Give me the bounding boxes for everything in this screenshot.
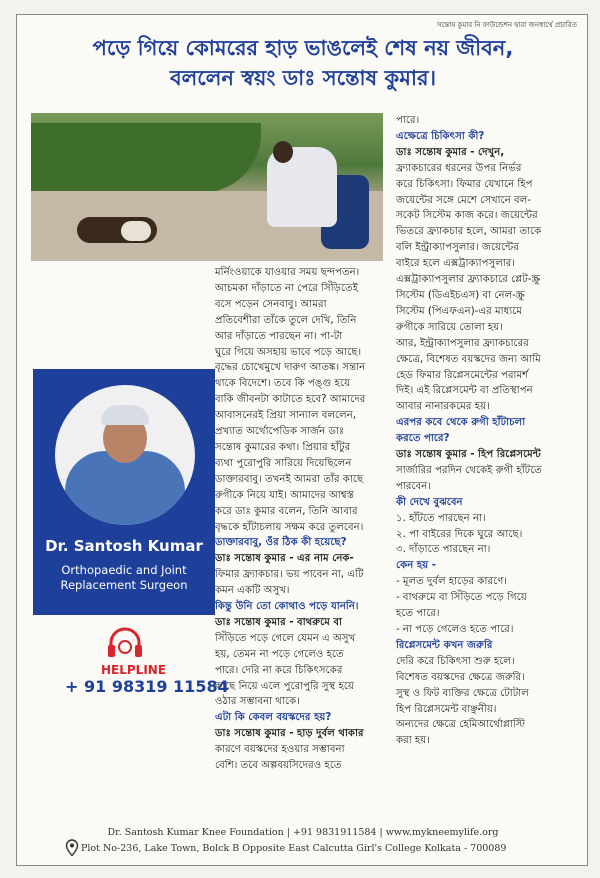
text-line: সকেট সিস্টেম কাজ করে। জয়েন্টের	[396, 210, 538, 222]
doctor-title-line-2: Replacement Surgeon	[60, 578, 188, 592]
text-line: সন্তোষ কুমারের কথা। প্রিয়ার হাঁটুর	[215, 441, 351, 453]
photo-dog-patch	[121, 221, 151, 241]
text-line: কমন একটি অসুখ।	[215, 585, 290, 597]
text-line: - মূলত দুর্বল হাড়ের কারণে।	[396, 576, 507, 588]
text-line: মর্নিংওয়াকে যাওয়ার সময় ছন্দপতন।	[215, 267, 360, 278]
headline-line-2: বললেন স্বয়ং ডাঃ সন্তোষ কুমার।	[169, 66, 437, 90]
doctor-name: Dr. Santosh Kumar	[45, 537, 203, 555]
text-line: আবার নানারকমের হয়।	[396, 401, 490, 413]
text-line: বেশি। তবে অল্পবয়সিদেরও হতে	[215, 760, 342, 772]
text-line: অন্যদের ক্ষেত্রে হেমিআর্থোপ্লাস্টি	[396, 719, 526, 731]
article-photo	[31, 113, 383, 261]
text-line: বাইরে হলে এক্সট্রাক্যাপসুলার।	[396, 258, 516, 270]
helpline-phone: + 91 98319 11584	[65, 677, 229, 696]
middle-column-text	[215, 265, 389, 535]
text-line: ডাঃ সন্তোষ কুমার - বাথরুমে বা	[215, 616, 343, 628]
text-line: ডাঃ সন্তোষ কুমার - হাড় দুর্বল থাকার	[215, 728, 364, 740]
text-line: ১. হাঁটতে পারছেন না।	[396, 512, 486, 524]
footer-contact: Dr. Santosh Kumar Knee Foundation | +91 9831911584 | www.mykneemylife.org	[107, 827, 499, 838]
text-line: আর, ইন্ট্রাক্যাপসুলার ফ্র্যাকচারের	[396, 337, 529, 349]
text-line: করতে পারে?	[396, 433, 450, 445]
text-line: রুগীকে সারিয়ে তোলা হয়।	[396, 321, 503, 333]
text-line: সিঁড়িতে পড়ে গেলে যেমন এ অসুখ	[215, 632, 356, 644]
newspaper-page	[16, 14, 588, 866]
text-line: করে চিকিৎসা। ফিমার যেখানে হিপ	[396, 178, 533, 190]
text-line: ডাক্তারবাবু, ওঁর ঠিক কী হয়েছে?	[215, 537, 347, 549]
doctor-panel	[33, 369, 215, 615]
lower-column-text	[215, 535, 389, 774]
text-line: ডাক্তারবাবু। তখনই আমরা তাঁর কাছে	[215, 473, 364, 485]
text-line: হিপ রিপ্লেসমেন্ট বাঞ্ছনীয়।	[396, 703, 497, 715]
text-line: থাকে বিদেশে। তবে কি পঙ্গু হয়ে	[215, 378, 351, 390]
text-line: করা হয়।	[396, 735, 430, 747]
doctor-portrait	[55, 385, 195, 525]
tagline: সন্তোষ কুমার নি ফাউন্ডেশন দ্বারা জনস্বার্থে প্রচারিত	[437, 21, 577, 29]
text-line: সিস্টেম (পিএফএন)-এর মাধ্যমে	[396, 305, 522, 317]
text-line: বাকি জীবনটা কাটাতে হবে? আমাদের	[215, 394, 366, 406]
headset-icon	[105, 627, 145, 661]
text-line: ডাঃ সন্তোষ কুমার - হিপ রিপ্লেসমেন্ট	[396, 449, 541, 461]
text-line: ২. পা বাইরের দিকে ঘুরে আছে।	[396, 528, 523, 540]
text-line: বিশেষত বয়স্কদের ক্ষেত্রে জরুরি।	[396, 671, 525, 683]
text-line: আচমকা দাঁড়াতে না পেরে সিঁড়িতেই	[215, 282, 358, 294]
text-line: কী দেখে বুঝবেন	[396, 496, 463, 508]
text-line: দেরি করে চিকিৎসা শুরু হলে।	[396, 655, 515, 667]
text-line: এক্ষেত্রে চিকিৎসা কী?	[396, 130, 485, 142]
text-line: সুস্থ ও ফিট ব্যক্তির ক্ষেত্রে টোটাল	[396, 687, 529, 699]
text-line: ফ্র্যাকচারের ধরনের উপর নির্ভর	[396, 162, 522, 174]
text-line: কিন্তু উনি তো কোথাও পড়ে যাননি।	[215, 601, 359, 613]
text-line: ফিমার ফ্র্যাকচার। ভয় পাবেন না, এটি	[215, 569, 364, 581]
headline	[17, 33, 589, 93]
doctor-cap	[101, 405, 149, 425]
helpline-label: HELPLINE	[101, 663, 167, 677]
text-line: দিই। এই রিপ্লেসমেন্ট বা প্রতিস্থাপন	[396, 385, 533, 397]
text-line: হেড ফিমার রিপ্লেসমেন্টের পরামর্শ	[396, 369, 529, 381]
doctor-title	[33, 563, 215, 593]
text-line: এরপর কবে থেকে রুগী হাঁটাচলা	[396, 417, 526, 429]
text-line: পারে।	[396, 115, 420, 126]
text-line: ব্যথা পুরোপুরি সারিয়ে দিয়েছিলেন	[215, 457, 352, 469]
text-line: সিস্টেম (ডিএইচএস) বা নেল-স্ক্রু	[396, 289, 525, 301]
text-line: এক্সট্রাক্যাপসুলার ফ্র্যাকচারে প্লেট-স্ক্রু	[396, 274, 541, 286]
location-pin-icon	[65, 839, 79, 857]
text-line: বৃদ্ধকে হাঁটাচলায় সক্ষম করে তুলবেন।	[215, 521, 364, 533]
doctor-title-line-1: Orthopaedic and Joint	[61, 563, 187, 577]
text-line: কাছে নিয়ে এলে পুরোপুরি সুস্থ হয়ে	[215, 680, 354, 692]
text-line: বৃদ্ধের চোখেমুখে দারুণ আতঙ্ক। সন্তান	[215, 362, 366, 374]
text-line: এটা কি কেবল বয়স্কদের হয়?	[215, 712, 332, 724]
headline-line-1: পড়ে গিয়ে কোমরের হাড় ভাঙলেই শেষ নয় জীবন,	[92, 36, 514, 60]
text-line: হয়, তেমন না পড়ে গেলেও হতে	[215, 648, 344, 660]
text-line: আর দাঁড়াতে পারছেন না। পা-টা	[215, 330, 343, 342]
text-line: করে ডাঃ কুমার বলেন, তিনি আবার	[215, 505, 358, 517]
text-line: ক্ষেত্রে, বিশেষত বয়স্কদের জন্য আমি	[396, 353, 541, 365]
text-line: সার্জারির পরদিন থেকেই রুগী হাঁটতে	[396, 464, 542, 476]
text-line: - না পড়ে গেলেও হতে পারে।	[396, 624, 514, 635]
text-line: রুগীকে নিয়ে যাই। আমাদের আশ্বস্ত	[215, 489, 355, 501]
text-line: জয়েন্টের সঙ্গে মেশে সেখানে বল-	[396, 194, 531, 206]
text-line: বলি ইন্ট্রাক্যাপসুলার। জয়েন্টের	[396, 242, 519, 254]
text-line: বসে পড়েন সেনবাবু। আমরা	[215, 298, 327, 310]
text-line: ওঠার সম্ভাবনা থাকে।	[215, 696, 300, 708]
text-line: হতে পারে।	[396, 608, 440, 620]
middle-column	[215, 265, 389, 774]
photo-hedge	[31, 123, 261, 193]
text-line: ঘুরে গিয়ে অসহায় ভাবে পড়ে আছে।	[215, 346, 362, 358]
photo-man-head	[273, 141, 293, 163]
text-line: ভিতরে ফ্র্যাকচার হলে, আমরা তাকে	[396, 226, 542, 238]
text-line: প্রতিবেশীরা তাঁকে তুলে দেখি, তিনি	[215, 314, 357, 326]
text-line: কেন হয় -	[396, 560, 437, 572]
text-line: ডাঃ সন্তোষ কুমার - দেখুন,	[396, 146, 505, 158]
text-line: ডাঃ সন্তোষ কুমার - এর নাম নেক-	[215, 553, 354, 565]
text-line: কারণে বয়স্কদের হওয়ার সম্ভাবনা	[215, 744, 345, 756]
text-line: পারবেন।	[396, 480, 431, 492]
text-line: আবাসনেরই প্রিয়া সান্যাল বললেন,	[215, 410, 357, 422]
right-column	[396, 113, 576, 749]
text-line: পারে। দেরি না করে চিকিৎসকের	[215, 664, 343, 676]
text-line: রিপ্লেসমেন্ট কখন জরুরি	[396, 639, 493, 651]
text-line: প্রখ্যাত অর্থোপেডিক সার্জন ডাঃ	[215, 426, 345, 438]
text-line: ৩. দাঁড়াতে পারছেন না।	[396, 544, 491, 556]
footer-address: Plot No-236, Lake Town, Bolck B Opposite East Calcutta Girl's College Kolkata - 700089	[81, 843, 507, 854]
text-line: - বাথরুমে বা সিঁড়িতে পড়ে গিয়ে	[396, 592, 527, 604]
